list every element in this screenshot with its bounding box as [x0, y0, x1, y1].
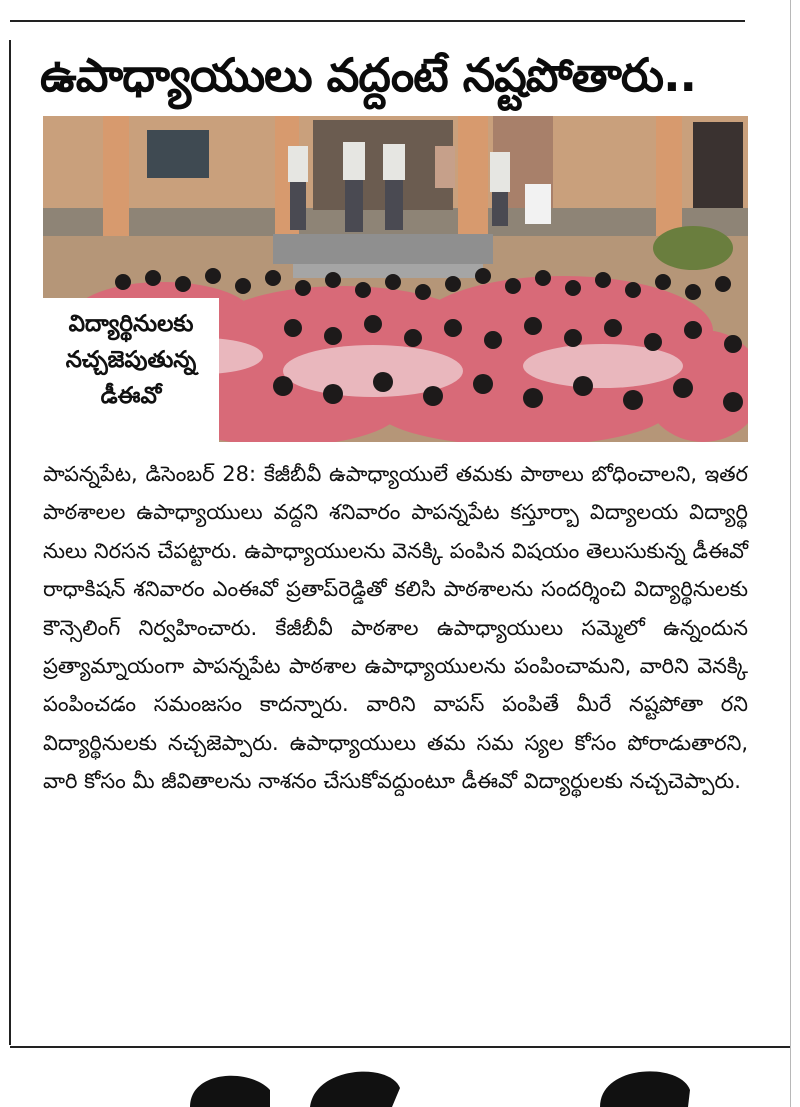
- photo-caption-line: డీఈవో: [100, 383, 162, 409]
- page-edge: [790, 0, 791, 1107]
- article-headline: ఉపాధ్యాయులు వద్దంటే నష్టపోతారు..: [40, 48, 697, 102]
- article-body: పాపన్నపేట, డిసెంబర్ 28: కేజీబీవీ ఉపాధ్యాయులే తమకు పాఠాలు బోధించాలని, ఇతర పాఠశాలల ఉపాధ్యాయులు వద్దని శనివారం పాపన్నపేట కస్తూర్బా విద్యాలయ విద్యార్థి నులు నిరసన చేపట్టారు. ఉపాధ్యాయులను వెనక్కి పంపిన విషయం తెలుసుకున్న డీఈవో రాధాకిషన్ శనివారం ఎంఈవో ప్రతాప్‌రెడ్డితో కలిసి పాఠశాలను సందర్శించి విద్యార్థినులకు కౌన్సెలింగ్ నిర్వహించారు. కేజీబీవీ పాఠశాల ఉపాధ్యాయులు సమ్మెలో ఉన్నందున ప్రత్యామ్నాయంగా పాపన్నపేట పాఠశాల ఉపాధ్యాయులను పంపించామని, వారిని వెనక్కి పంపించడం సమంజసం కాదన్నారు. వారిని వాపస్ పంపితే మీరే నష్టపోతా రని విద్యార్థినులకు నచ్చజెప్పారు. ఉపాధ్యాయులు తమ సమ స్యల కోసం పోరాడుతారని, వారి కోసం మీ జీవితాలను నాశనం చేసుకోవద్దుంటూ డీఈవో విద్యార్థులకు నచ్చచెప్పారు.: [43, 462, 748, 794]
- column-divider: [9, 40, 11, 1045]
- next-article-headline-fragment: [40, 1060, 780, 1107]
- photo-caption-line: విద్యార్థినులకు: [68, 311, 194, 337]
- top-divider: [10, 20, 745, 22]
- bottom-divider: [10, 1046, 790, 1048]
- photo-caption-line: నచ్చజెపుతున్న: [65, 347, 197, 373]
- photo-caption: [43, 298, 219, 442]
